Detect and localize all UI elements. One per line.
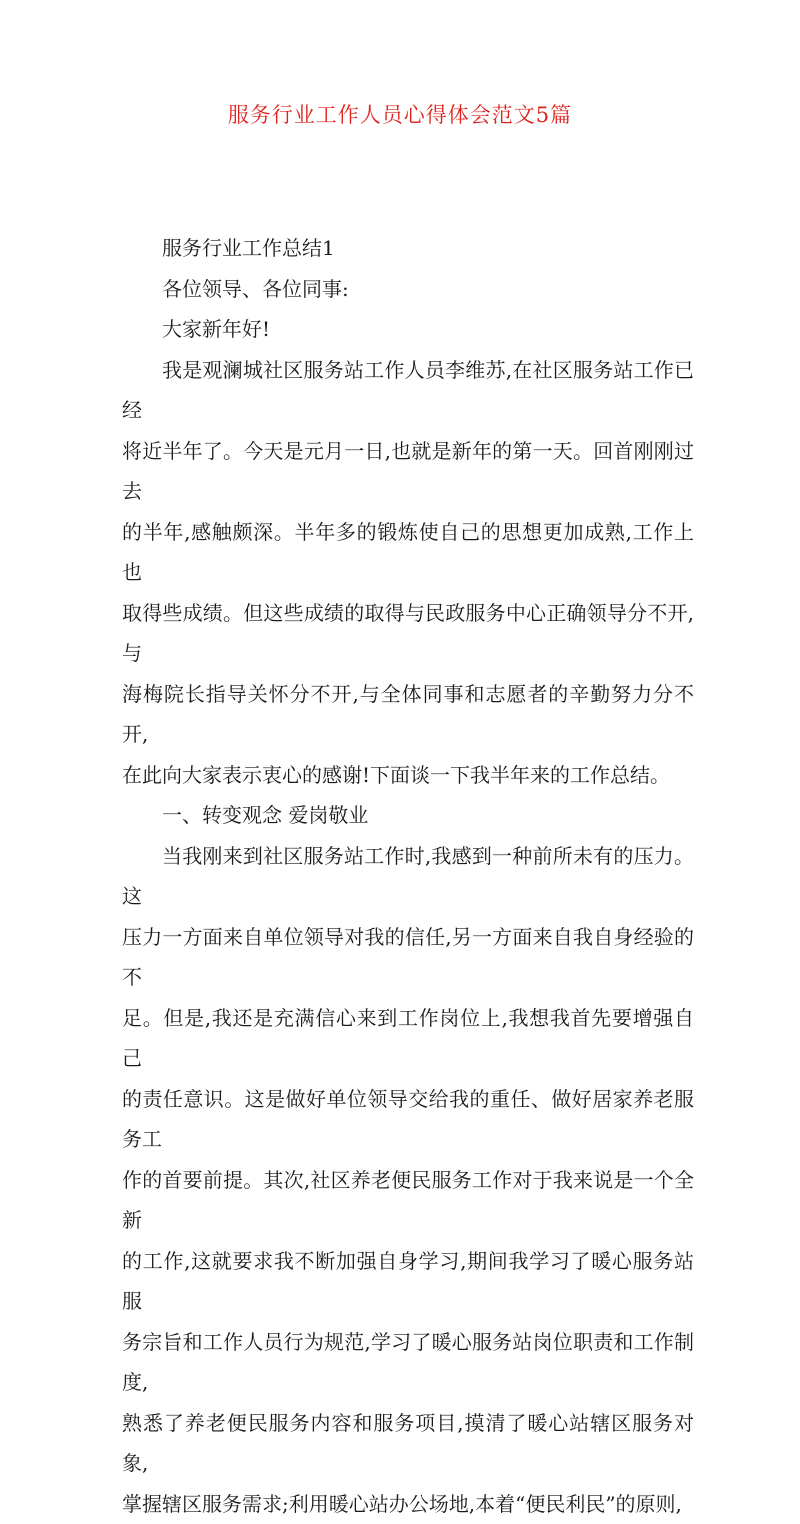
text-line: 的半年,感触颇深。半年多的锻炼使自己的思想更加成熟,工作上也 bbox=[122, 512, 694, 593]
text-line: 作的首要前提。其次,社区养老便民服务工作对于我来说是一个全新 bbox=[122, 1160, 694, 1241]
text-line: 取得些成绩。但这些成绩的取得与民政服务中心正确领导分不开,与 bbox=[122, 593, 694, 674]
text-line: 大家新年好! bbox=[122, 309, 694, 350]
text-line: 压力一方面来自单位领导对我的信任,另一方面来自我自身经验的不 bbox=[122, 917, 694, 998]
paragraph-introduction bbox=[122, 350, 694, 796]
text-line: 的工作,这就要求我不断加强自身学习,期间我学习了暖心服务站服 bbox=[122, 1241, 694, 1322]
text-line: 掌握辖区服务需求;利用暖心站办公场地,本着“便民利民”的原则, bbox=[122, 1484, 694, 1524]
paragraph-salutation bbox=[122, 269, 694, 310]
paragraph-section-heading bbox=[122, 228, 694, 269]
paragraph-body bbox=[122, 836, 694, 1524]
text-line: 我是观澜城社区服务站工作人员李维苏,在社区服务站工作已经 bbox=[122, 350, 694, 431]
text-line: 在此向大家表示衷心的感谢!下面谈一下我半年来的工作总结。 bbox=[122, 755, 694, 796]
text-line: 将近半年了。今天是元月一日,也就是新年的第一天。回首刚刚过去 bbox=[122, 431, 694, 512]
text-line: 服务行业工作总结1 bbox=[122, 228, 694, 269]
text-line: 各位领导、各位同事: bbox=[122, 269, 694, 310]
text-line: 一、转变观念 爱岗敬业 bbox=[122, 795, 694, 836]
document-body bbox=[122, 228, 694, 1524]
text-line: 的责任意识。这是做好单位领导交给我的重任、做好居家养老服务工 bbox=[122, 1079, 694, 1160]
paragraph-greeting bbox=[122, 309, 694, 350]
text-line: 足。但是,我还是充满信心来到工作岗位上,我想我首先要增强自己 bbox=[122, 998, 694, 1079]
paragraph-subheading bbox=[122, 795, 694, 836]
text-line: 务宗旨和工作人员行为规范,学习了暖心服务站岗位职责和工作制度, bbox=[122, 1322, 694, 1403]
text-line: 熟悉了养老便民服务内容和服务项目,摸清了暖心站辖区服务对象, bbox=[122, 1403, 694, 1484]
text-line: 当我刚来到社区服务站工作时,我感到一种前所未有的压力。这 bbox=[122, 836, 694, 917]
document-title: 服务行业工作人员心得体会范文5篇 bbox=[0, 100, 800, 130]
text-line: 海梅院长指导关怀分不开,与全体同事和志愿者的辛勤努力分不开, bbox=[122, 674, 694, 755]
